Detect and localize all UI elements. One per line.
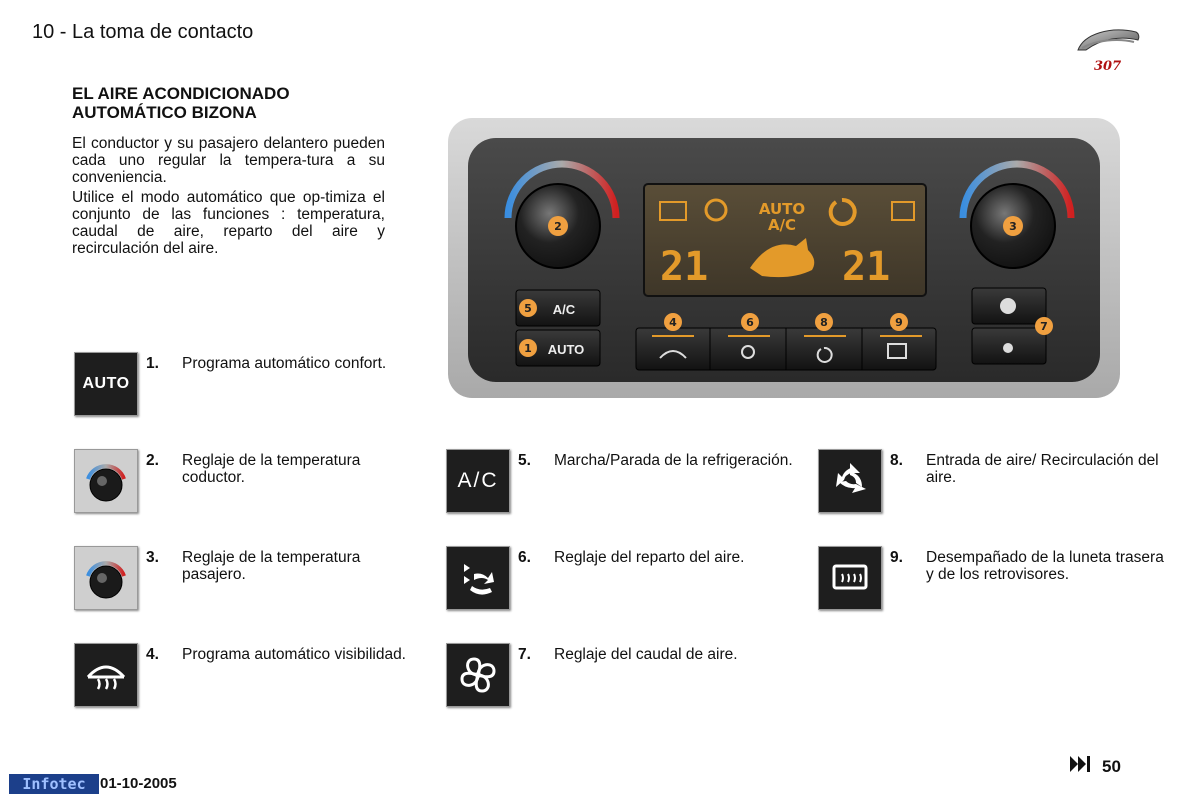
ac-button-icon: A/C bbox=[446, 449, 510, 513]
air-distribution-icon bbox=[446, 546, 510, 610]
climate-control-panel bbox=[448, 118, 1120, 398]
svg-text:4: 4 bbox=[669, 316, 677, 329]
svg-text:3: 3 bbox=[1009, 220, 1017, 233]
peugeot-307-logo bbox=[1072, 20, 1146, 76]
page-number: 50 bbox=[1070, 756, 1121, 777]
temperature-knob-icon bbox=[74, 546, 138, 610]
svg-text:7: 7 bbox=[1040, 320, 1048, 333]
svg-text:9: 9 bbox=[895, 316, 903, 329]
page-header-title: 10 - La toma de contacto bbox=[32, 21, 254, 43]
svg-text:2: 2 bbox=[554, 220, 562, 233]
section-title: EL AIRE ACONDICIONADO AUTOMÁTICO BIZONA bbox=[72, 84, 290, 122]
intro-text bbox=[72, 135, 385, 260]
svg-text:21: 21 bbox=[842, 244, 891, 290]
temperature-knob-icon bbox=[74, 449, 138, 513]
svg-text:A/C: A/C bbox=[552, 302, 576, 317]
footer-date: 01-10-2005 bbox=[100, 775, 177, 792]
legend-item-9: 9. Desempañado de la luneta trasera y de los retrovisores. bbox=[818, 546, 1178, 616]
legend-item-4: 4. Programa automático visibilidad. bbox=[74, 643, 434, 713]
legend-item-7: 7. Reglaje del caudal de aire. bbox=[446, 643, 806, 713]
svg-text:A/C: A/C bbox=[767, 216, 797, 234]
svg-text:AUTO: AUTO bbox=[758, 200, 806, 218]
svg-text:1: 1 bbox=[524, 342, 532, 355]
intro-paragraph-2: Utilice el modo automático que op-timiza el conjunto de las funciones : temperatura, caudal de aire, reparto del aire y recirculación del aire. bbox=[72, 189, 385, 257]
auto-button-icon: AUTO bbox=[74, 352, 138, 416]
infotec-brand-badge: Infotec bbox=[9, 774, 99, 794]
windscreen-demist-icon bbox=[74, 643, 138, 707]
legend-item-5: A/C 5. Marcha/Parada de la refrigeración. bbox=[446, 449, 806, 519]
fan-icon bbox=[446, 643, 510, 707]
svg-text:AUTO: AUTO bbox=[547, 342, 585, 357]
svg-text:8: 8 bbox=[820, 316, 828, 329]
legend-item-3: 3. Reglaje de la temperatura pasajero. bbox=[74, 546, 434, 616]
recirculation-icon bbox=[818, 449, 882, 513]
legend-item-2: 2. Reglaje de la temperatura coductor. bbox=[74, 449, 434, 519]
legend-item-1: AUTO 1. Programa automático confort. bbox=[74, 352, 434, 422]
svg-text:5: 5 bbox=[524, 302, 532, 315]
intro-paragraph-1: El conductor y su pasajero delantero pueden cada uno regular la tempera-tura a su conveniencia. bbox=[72, 135, 385, 186]
rear-demist-icon bbox=[818, 546, 882, 610]
svg-text:6: 6 bbox=[746, 316, 754, 329]
legend-item-8: 8. Entrada de aire/ Recirculación del aire. bbox=[818, 449, 1178, 519]
fast-forward-icon[interactable] bbox=[1070, 756, 1092, 777]
legend-item-6: 6. Reglaje del reparto del aire. bbox=[446, 546, 806, 616]
svg-text:21: 21 bbox=[660, 244, 709, 290]
svg-text:307: 307 bbox=[1094, 59, 1122, 74]
